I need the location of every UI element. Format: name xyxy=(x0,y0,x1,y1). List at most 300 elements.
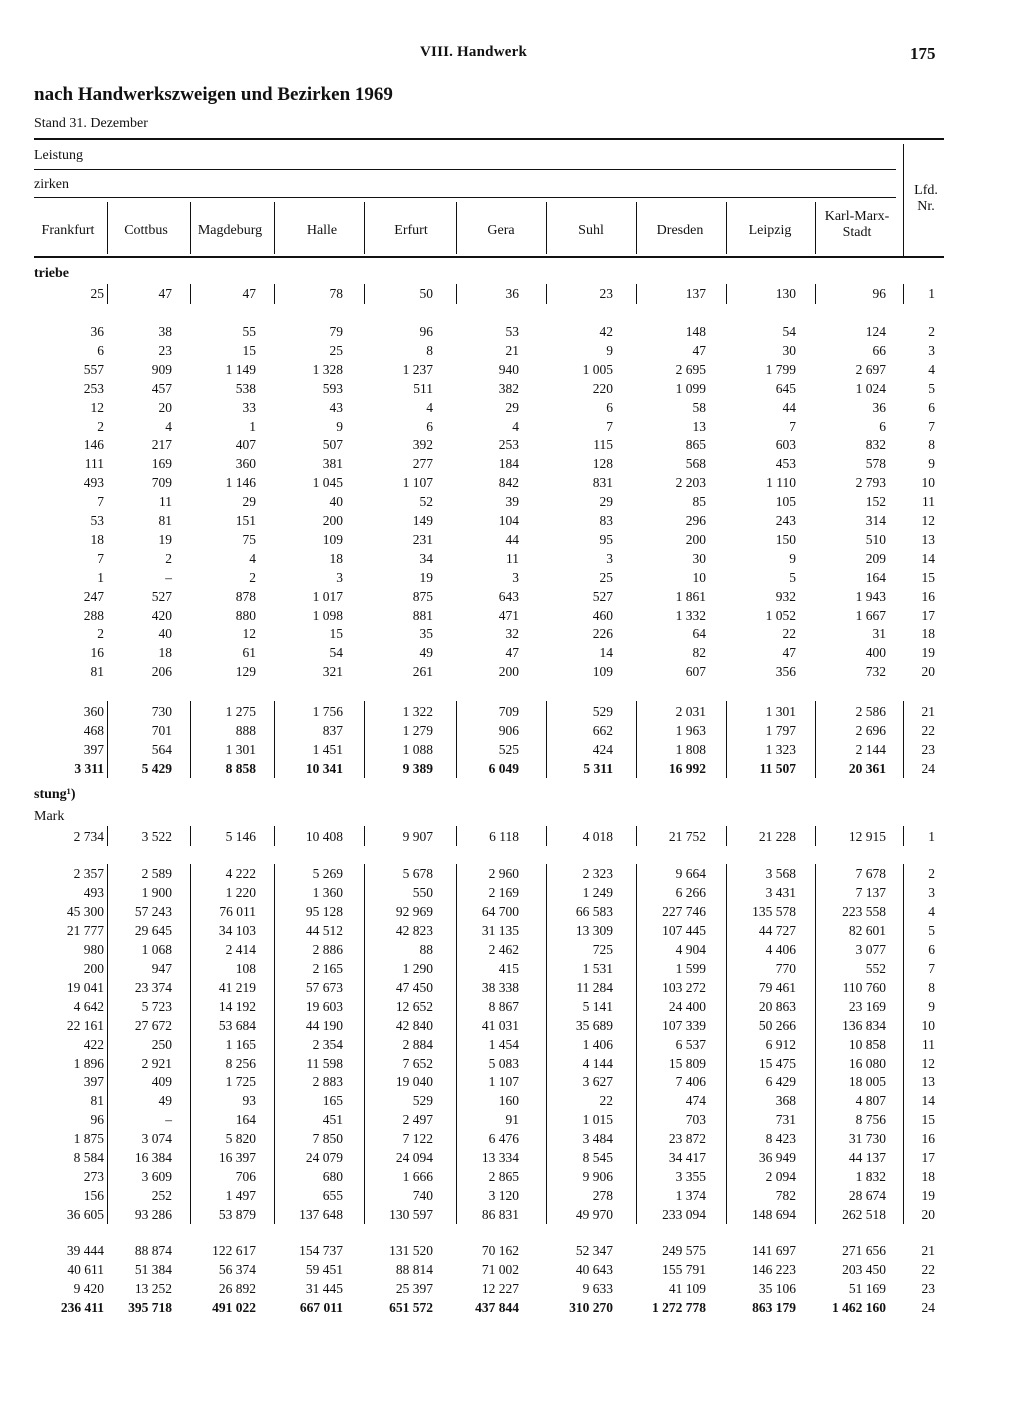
table-cell: 730 xyxy=(151,704,172,719)
table-cell: 1 249 xyxy=(582,884,613,900)
table-cell: 2 462 xyxy=(488,941,519,957)
table-cell: 6 xyxy=(97,342,104,358)
table-cell: 81 xyxy=(90,664,104,680)
table-cell: 96 xyxy=(419,324,433,339)
table-cell: 880 xyxy=(235,607,256,623)
column-divider xyxy=(107,864,108,1224)
table-cell: 593 xyxy=(322,380,343,396)
table-cell: 150 xyxy=(775,531,796,547)
table-cell: 603 xyxy=(775,437,796,453)
section-heading-betriebe: triebe xyxy=(34,266,69,281)
table-cell: 7 406 xyxy=(675,1074,706,1090)
table-cell: – xyxy=(165,569,172,585)
table-cell: 200 xyxy=(83,960,104,976)
table-cell: 2 695 xyxy=(675,361,706,377)
table-cell: 130 597 xyxy=(389,1207,433,1223)
table-cell: 146 223 xyxy=(752,1262,796,1278)
table-cell: 709 xyxy=(498,704,519,719)
table-cell: 53 xyxy=(90,513,104,528)
table-cell: 4 807 xyxy=(855,1093,886,1109)
table-cell: 1 052 xyxy=(765,607,796,623)
table-cell: 667 011 xyxy=(299,1300,343,1316)
table-cell: 15 809 xyxy=(668,1055,706,1071)
table-cell: 1 667 xyxy=(855,607,886,623)
table-cell: 13 334 xyxy=(481,1150,519,1166)
table-cell: 1 900 xyxy=(141,884,172,900)
row-number: 3 xyxy=(928,342,935,358)
table-cell: 460 xyxy=(592,607,613,623)
table-cell: 11 xyxy=(506,550,519,566)
table-cell: 20 361 xyxy=(848,760,886,776)
table-cell: 79 461 xyxy=(758,979,796,995)
row-number: 24 xyxy=(921,1300,935,1316)
table-cell: 2 031 xyxy=(675,704,706,719)
column-divider xyxy=(107,284,108,304)
table-cell: 1 451 xyxy=(312,741,343,757)
table-cell: 1 068 xyxy=(141,941,172,957)
column-divider xyxy=(107,202,108,254)
row-number: 21 xyxy=(921,704,935,719)
table-cell: 3 431 xyxy=(765,884,796,900)
table-cell: 261 xyxy=(412,664,433,680)
table-cell: 24 400 xyxy=(668,998,706,1014)
table-cell: 9 906 xyxy=(582,1169,613,1185)
table-cell: 107 445 xyxy=(662,922,706,938)
table-cell: 395 718 xyxy=(128,1300,172,1316)
table-cell: 1 832 xyxy=(855,1169,886,1185)
table-cell: 151 xyxy=(235,513,256,528)
table-cell: 203 450 xyxy=(842,1262,886,1278)
table-cell: 111 xyxy=(84,456,104,472)
table-cell: 11 598 xyxy=(306,1055,343,1071)
table-cell: 40 xyxy=(329,494,343,510)
table-cell: 88 xyxy=(419,941,433,957)
table-cell: 54 xyxy=(329,645,343,661)
table-cell: 888 xyxy=(235,722,256,738)
row-number: 16 xyxy=(921,588,935,604)
table-cell: 164 xyxy=(865,569,886,585)
table-cell: 81 xyxy=(90,1093,104,1109)
table-cell: 15 xyxy=(329,626,343,642)
column-divider xyxy=(546,284,547,304)
table-cell: 58 xyxy=(692,399,706,415)
table-cell: 1 xyxy=(97,569,104,585)
table-cell: 19 603 xyxy=(305,998,343,1014)
table-cell: 93 xyxy=(242,1093,256,1109)
column-divider xyxy=(456,701,457,778)
table-cell: 88 874 xyxy=(134,1243,172,1258)
table-cell: 200 xyxy=(322,513,343,528)
table-cell: 18 xyxy=(329,550,343,566)
table-cell: 11 xyxy=(159,494,172,510)
table-cell: 41 219 xyxy=(218,979,256,995)
table-cell: 5 429 xyxy=(141,760,172,776)
table-cell: 782 xyxy=(775,1188,796,1204)
table-cell: 2 169 xyxy=(488,884,519,900)
row-number: 14 xyxy=(921,550,935,566)
group-label-leistung: Leistung xyxy=(34,148,83,163)
table-cell: 1 328 xyxy=(312,361,343,377)
column-header-leipzig: Leipzig xyxy=(748,223,792,238)
table-cell: 64 700 xyxy=(481,903,519,919)
table-cell: 19 xyxy=(158,531,172,547)
table-cell: 109 xyxy=(592,664,613,680)
table-cell: – xyxy=(165,1112,172,1128)
table-cell: 1 725 xyxy=(225,1074,256,1090)
table-cell: 2 094 xyxy=(765,1169,796,1185)
row-number: 2 xyxy=(928,324,935,339)
table-cell: 1 861 xyxy=(675,588,706,604)
table-cell: 1 301 xyxy=(765,704,796,719)
row-number: 23 xyxy=(921,741,935,757)
table-cell: 39 xyxy=(505,494,519,510)
table-cell: 3 609 xyxy=(141,1169,172,1185)
table-cell: 95 xyxy=(599,531,613,547)
table-cell: 129 xyxy=(235,664,256,680)
column-divider xyxy=(364,864,365,1224)
table-cell: 70 162 xyxy=(481,1243,519,1258)
table-cell: 510 xyxy=(865,531,886,547)
table-cell: 6 912 xyxy=(765,1036,796,1052)
table-cell: 2 144 xyxy=(855,741,886,757)
table-cell: 8 756 xyxy=(855,1112,886,1128)
table-cell: 43 xyxy=(329,399,343,415)
column-divider xyxy=(107,701,108,778)
table-cell: 79 xyxy=(329,324,343,339)
table-cell: 247 xyxy=(83,588,104,604)
table-cell: 1 497 xyxy=(225,1188,256,1204)
column-divider xyxy=(546,864,547,1224)
table-cell: 156 xyxy=(83,1188,104,1204)
table-cell: 21 xyxy=(505,342,519,358)
column-divider xyxy=(726,284,727,304)
row-number: 13 xyxy=(921,531,935,547)
table-cell: 8 584 xyxy=(73,1150,104,1166)
table-cell: 86 831 xyxy=(481,1207,519,1223)
table-cell: 16 992 xyxy=(668,760,706,776)
table-cell: 42 xyxy=(599,324,613,339)
table-cell: 124 xyxy=(865,324,886,339)
table-cell: 49 970 xyxy=(575,1207,613,1223)
row-number: 8 xyxy=(928,979,935,995)
table-cell: 25 xyxy=(599,569,613,585)
table-cell: 1 963 xyxy=(675,722,706,738)
table-cell: 200 xyxy=(498,664,519,680)
row-number: 4 xyxy=(928,361,935,377)
table-cell: 31 xyxy=(872,626,886,642)
table-cell: 250 xyxy=(151,1036,172,1052)
table-cell: 6 xyxy=(606,399,613,415)
table-cell: 662 xyxy=(592,722,613,738)
table-cell: 36 xyxy=(505,286,519,301)
table-cell: 47 xyxy=(158,286,172,301)
table-cell: 1 301 xyxy=(225,741,256,757)
table-cell: 732 xyxy=(865,664,886,680)
table-cell: 53 xyxy=(505,324,519,339)
table-cell: 875 xyxy=(412,588,433,604)
table-cell: 44 xyxy=(505,531,519,547)
row-number: 16 xyxy=(921,1131,935,1147)
table-cell: 38 xyxy=(158,324,172,339)
table-cell: 5 723 xyxy=(141,998,172,1014)
row-number: 22 xyxy=(921,722,935,738)
table-cell: 2 203 xyxy=(675,475,706,491)
table-cell: 78 xyxy=(329,286,343,301)
table-cell: 1 599 xyxy=(675,960,706,976)
table-cell: 27 672 xyxy=(134,1017,172,1033)
table-cell: 2 323 xyxy=(582,866,613,881)
table-cell: 356 xyxy=(775,664,796,680)
table-cell: 20 863 xyxy=(758,998,796,1014)
table-cell: 25 xyxy=(329,342,343,358)
table-cell: 9 389 xyxy=(402,760,433,776)
table-cell: 680 xyxy=(322,1169,343,1185)
row-number: 18 xyxy=(921,1169,935,1185)
column-header-karl-marx-stadt: Karl-Marx-Stadt xyxy=(824,209,890,240)
table-cell: 314 xyxy=(865,513,886,528)
row-number: 21 xyxy=(921,1243,935,1258)
table-cell: 1 462 160 xyxy=(832,1300,886,1316)
table-cell: 71 002 xyxy=(481,1262,519,1278)
table-cell: 947 xyxy=(151,960,172,976)
column-divider xyxy=(903,826,904,846)
table-cell: 53 879 xyxy=(218,1207,256,1223)
table-cell: 34 417 xyxy=(668,1150,706,1166)
table-cell: 131 520 xyxy=(389,1243,433,1258)
table-cell: 6 118 xyxy=(489,829,519,844)
table-cell: 643 xyxy=(498,588,519,604)
table-cell: 1 220 xyxy=(225,884,256,900)
table-cell: 83 xyxy=(599,513,613,528)
section-heading-leistung: stung¹) xyxy=(34,787,76,802)
table-cell: 109 xyxy=(322,531,343,547)
table-cell: 538 xyxy=(235,380,256,396)
row-number: 5 xyxy=(928,380,935,396)
table-cell: 25 xyxy=(90,286,104,301)
column-divider xyxy=(636,864,637,1224)
table-cell: 8 423 xyxy=(765,1131,796,1147)
table-cell: 4 144 xyxy=(582,1055,613,1071)
column-divider xyxy=(456,864,457,1224)
column-divider xyxy=(546,826,547,846)
table-cell: 1 xyxy=(249,418,256,434)
table-cell: 6 266 xyxy=(675,884,706,900)
table-cell: 96 xyxy=(872,286,886,301)
table-cell: 122 617 xyxy=(212,1243,256,1258)
table-cell: 4 xyxy=(165,418,172,434)
row-number: 5 xyxy=(928,922,935,938)
table-cell: 50 xyxy=(419,286,433,301)
column-header-halle: Halle xyxy=(306,223,338,238)
table-cell: 1 279 xyxy=(402,722,433,738)
column-divider xyxy=(815,864,816,1224)
table-cell: 9 420 xyxy=(73,1281,104,1297)
table-cell: 12 227 xyxy=(481,1281,519,1297)
table-cell: 5 311 xyxy=(583,760,613,776)
table-cell: 4 904 xyxy=(675,941,706,957)
table-cell: 1 005 xyxy=(582,361,613,377)
table-cell: 22 xyxy=(782,626,796,642)
row-number: 2 xyxy=(928,866,935,881)
table-cell: 578 xyxy=(865,456,886,472)
column-divider xyxy=(726,202,727,254)
table-cell: 253 xyxy=(83,380,104,396)
table-cell: 529 xyxy=(592,704,613,719)
table-cell: 45 300 xyxy=(66,903,104,919)
column-divider xyxy=(364,701,365,778)
table-cell: 82 601 xyxy=(848,922,886,938)
group-label-bezirke: zirken xyxy=(34,177,69,192)
table-cell: 93 286 xyxy=(134,1207,172,1223)
table-cell: 310 270 xyxy=(569,1300,613,1316)
column-divider xyxy=(636,826,637,846)
table-cell: 223 558 xyxy=(842,903,886,919)
table-cell: 1 797 xyxy=(765,722,796,738)
table-cell: 5 146 xyxy=(225,829,256,844)
table-cell: 40 643 xyxy=(575,1262,613,1278)
column-divider xyxy=(726,826,727,846)
top-rule xyxy=(34,138,944,140)
table-cell: 141 697 xyxy=(752,1243,796,1258)
table-cell: 1 098 xyxy=(312,607,343,623)
table-cell: 701 xyxy=(151,722,172,738)
table-cell: 6 429 xyxy=(765,1074,796,1090)
table-cell: 397 xyxy=(83,1074,104,1090)
table-cell: 40 611 xyxy=(67,1262,104,1278)
table-cell: 1 045 xyxy=(312,475,343,491)
table-cell: 2 886 xyxy=(312,941,343,957)
table-cell: 468 xyxy=(83,722,104,738)
row-number: 1 xyxy=(928,829,935,844)
unit-label: Mark xyxy=(34,809,65,824)
table-cell: 550 xyxy=(412,884,433,900)
table-cell: 381 xyxy=(322,456,343,472)
table-cell: 19 xyxy=(419,569,433,585)
table-cell: 491 022 xyxy=(212,1300,256,1316)
table-cell: 832 xyxy=(865,437,886,453)
row-number: 19 xyxy=(921,645,935,661)
table-cell: 3 355 xyxy=(675,1169,706,1185)
table-cell: 706 xyxy=(235,1169,256,1185)
table-cell: 2 884 xyxy=(402,1036,433,1052)
group-rule-1 xyxy=(34,169,896,170)
table-cell: 18 xyxy=(90,531,104,547)
table-cell: 13 xyxy=(692,418,706,434)
table-cell: 770 xyxy=(775,960,796,976)
column-divider xyxy=(274,701,275,778)
row-number: 6 xyxy=(928,941,935,957)
column-divider xyxy=(190,284,191,304)
table-cell: 29 645 xyxy=(134,922,172,938)
table-cell: 474 xyxy=(685,1093,706,1109)
column-divider xyxy=(546,202,547,254)
table-cell: 23 374 xyxy=(134,979,172,995)
row-number: 17 xyxy=(921,1150,935,1166)
table-cell: 253 xyxy=(498,437,519,453)
table-cell: 2 865 xyxy=(488,1169,519,1185)
lfd-nr-header: Lfd. Nr. xyxy=(914,183,938,214)
table-cell: 1 808 xyxy=(675,741,706,757)
table-cell: 7 xyxy=(789,418,796,434)
table-cell: 3 484 xyxy=(582,1131,613,1147)
table-cell: 30 xyxy=(782,342,796,358)
table-cell: 1 531 xyxy=(582,960,613,976)
table-cell: 278 xyxy=(592,1188,613,1204)
table-cell: 493 xyxy=(83,884,104,900)
column-divider xyxy=(546,701,547,778)
table-cell: 3 074 xyxy=(141,1131,172,1147)
column-divider xyxy=(815,826,816,846)
table-cell: 651 572 xyxy=(389,1300,433,1316)
table-cell: 13 252 xyxy=(134,1281,172,1297)
column-header-dresden: Dresden xyxy=(656,223,704,238)
column-divider xyxy=(274,864,275,1224)
table-cell: 200 xyxy=(685,531,706,547)
table-cell: 980 xyxy=(83,941,104,957)
column-divider xyxy=(190,826,191,846)
table-cell: 16 397 xyxy=(218,1150,256,1166)
table-cell: 1 088 xyxy=(402,741,433,757)
table-cell: 209 xyxy=(865,550,886,566)
table-cell: 35 106 xyxy=(758,1281,796,1297)
table-cell: 91 xyxy=(505,1112,519,1128)
table-cell: 21 228 xyxy=(758,829,796,844)
header-bottom-rule xyxy=(34,256,944,258)
table-cell: 10 341 xyxy=(305,760,343,776)
table-cell: 82 xyxy=(692,645,706,661)
table-cell: 44 xyxy=(782,399,796,415)
table-cell: 38 338 xyxy=(481,979,519,995)
table-cell: 9 xyxy=(606,342,613,358)
column-divider xyxy=(726,864,727,1224)
column-divider xyxy=(726,701,727,778)
table-cell: 1 290 xyxy=(402,960,433,976)
column-divider xyxy=(903,284,904,304)
table-cell: 108 xyxy=(235,960,256,976)
table-cell: 148 694 xyxy=(752,1207,796,1223)
table-cell: 2 696 xyxy=(855,722,886,738)
table-cell: 243 xyxy=(775,513,796,528)
column-divider xyxy=(364,826,365,846)
table-cell: 740 xyxy=(412,1188,433,1204)
table-cell: 64 xyxy=(692,626,706,642)
table-cell: 1 943 xyxy=(855,588,886,604)
table-cell: 11 507 xyxy=(759,760,796,776)
column-divider xyxy=(274,284,275,304)
table-cell: 155 791 xyxy=(662,1262,706,1278)
table-cell: 1 799 xyxy=(765,361,796,377)
table-cell: 932 xyxy=(775,588,796,604)
column-header-suhl: Suhl xyxy=(578,223,604,238)
table-cell: 105 xyxy=(775,494,796,510)
table-cell: 7 xyxy=(97,494,104,510)
table-cell: 148 xyxy=(685,324,706,339)
row-number: 6 xyxy=(928,399,935,415)
column-divider xyxy=(456,826,457,846)
row-number: 18 xyxy=(921,626,935,642)
row-number: 4 xyxy=(928,903,935,919)
column-divider xyxy=(636,202,637,254)
table-cell: 2 734 xyxy=(73,829,104,844)
table-cell: 407 xyxy=(235,437,256,453)
row-number: 15 xyxy=(921,1112,935,1128)
table-cell: 51 169 xyxy=(848,1281,886,1297)
table-cell: 457 xyxy=(151,380,172,396)
group-rule-2 xyxy=(34,197,896,198)
table-cell: 1 332 xyxy=(675,607,706,623)
table-cell: 16 xyxy=(90,645,104,661)
table-cell: 2 xyxy=(97,418,104,434)
